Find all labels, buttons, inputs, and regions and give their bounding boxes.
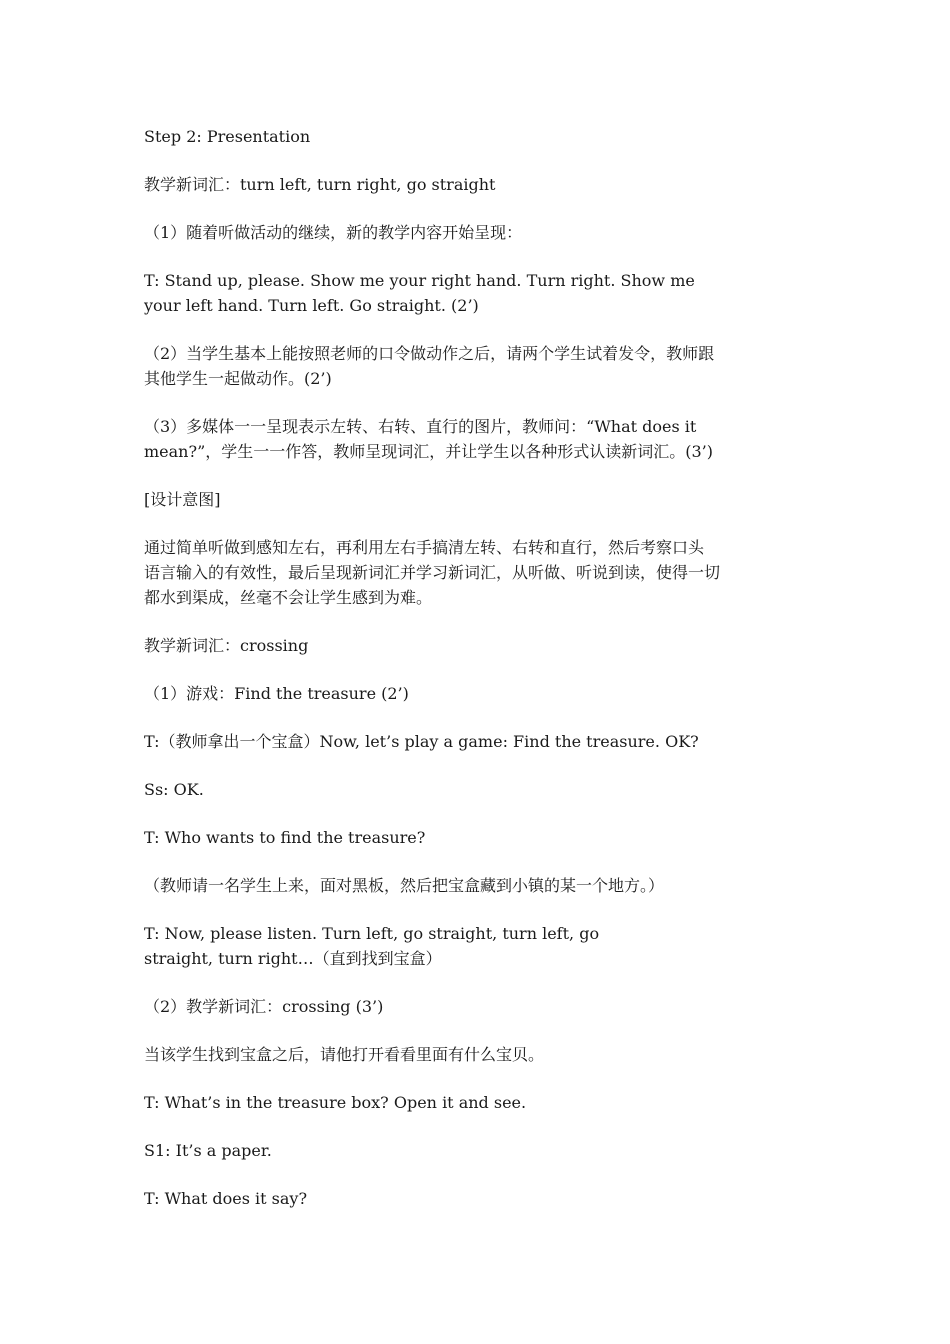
paragraph xyxy=(144,268,812,318)
paragraph xyxy=(144,633,812,658)
text-line: T:（教师拿出一个宝盒）Now, let’s play a game: Find the treasure. OK? xyxy=(144,732,699,751)
paragraph xyxy=(144,124,812,149)
paragraph xyxy=(144,220,812,245)
paragraph xyxy=(144,825,812,850)
paragraph xyxy=(144,172,812,197)
text-line: 都水到渠成，丝毫不会让学生感到为难。 xyxy=(144,588,433,607)
text-line: Ss: OK. xyxy=(144,780,204,799)
text-line: T: Now, please listen. Turn left, go straight, turn left, go xyxy=(144,924,600,943)
paragraph xyxy=(144,1042,812,1067)
text-line: （1）游戏：Find the treasure (2’) xyxy=(144,684,409,703)
paragraph xyxy=(144,1090,812,1115)
text-line: T: Stand up, please. Show me your right hand. Turn right. Show me xyxy=(144,271,695,290)
text-line: 当该学生找到宝盒之后，请他打开看看里面有什么宝贝。 xyxy=(144,1045,545,1064)
text-line: 通过简单听做到感知左右，再利用左右手搞清左转、右转和直行，然后考察口头 xyxy=(144,538,705,557)
text-line: [设计意图] xyxy=(144,490,221,509)
paragraph xyxy=(144,729,812,754)
text-line: T: Who wants to find the treasure? xyxy=(144,828,426,847)
text-line: your left hand. Turn left. Go straight. (2’) xyxy=(144,296,479,315)
text-line: T: What’s in the treasure box? Open it and see. xyxy=(144,1093,527,1112)
text-line: 教学新词汇：turn left, turn right, go straight xyxy=(144,175,496,194)
paragraph xyxy=(144,777,812,802)
text-line: 教学新词汇：crossing xyxy=(144,636,309,655)
text-line: T: What does it say? xyxy=(144,1189,308,1208)
document-page xyxy=(144,124,812,1234)
paragraph xyxy=(144,921,812,971)
text-line: S1: It’s a paper. xyxy=(144,1141,272,1160)
text-line: 其他学生一起做动作。(2’) xyxy=(144,369,332,388)
text-line: （2）教学新词汇：crossing (3’) xyxy=(144,997,384,1016)
paragraph xyxy=(144,414,812,464)
paragraph xyxy=(144,341,812,391)
paragraph xyxy=(144,681,812,706)
text-line: （1）随着听做活动的继续，新的教学内容开始呈现： xyxy=(144,223,523,242)
text-line: mean?”，学生一一作答，教师呈现词汇，并让学生以各种形式认读新词汇。(3’) xyxy=(144,442,713,461)
paragraph xyxy=(144,535,812,610)
paragraph xyxy=(144,994,812,1019)
text-line: （教师请一名学生上来，面对黑板，然后把宝盒藏到小镇的某一个地方。） xyxy=(144,876,665,895)
text-line: 语言输入的有效性，最后呈现新词汇并学习新词汇，从听做、听说到读，使得一切 xyxy=(144,563,721,582)
paragraph xyxy=(144,873,812,898)
text-line: Step 2: Presentation xyxy=(144,127,311,146)
text-line: （3）多媒体一一呈现表示左转、右转、直行的图片，教师问：“What does it xyxy=(144,417,697,436)
paragraph xyxy=(144,1186,812,1211)
text-line: straight, turn right…（直到找到宝盒） xyxy=(144,949,442,968)
text-line: （2）当学生基本上能按照老师的口令做动作之后，请两个学生试着发令，教师跟 xyxy=(144,344,715,363)
paragraph xyxy=(144,487,812,512)
paragraph xyxy=(144,1138,812,1163)
